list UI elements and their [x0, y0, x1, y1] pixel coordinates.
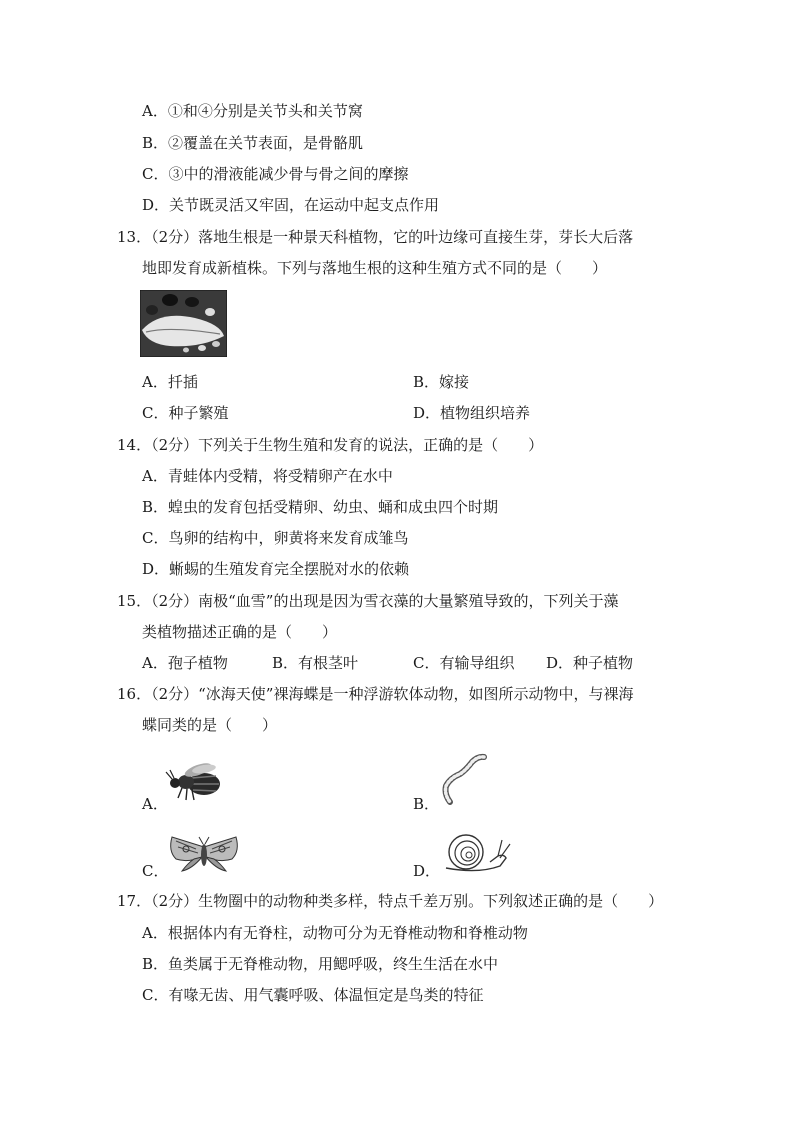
q16-option-b-label: B． — [413, 795, 440, 813]
q13-option-a — [142, 372, 198, 392]
option-text: 根据体内有无脊柱，动物可分为无脊椎动物和脊椎动物 — [167, 924, 528, 942]
q13-option-b — [413, 372, 469, 392]
q15-option-b — [272, 653, 358, 673]
option-text: 孢子植物 — [167, 654, 228, 672]
option-text: 鸟卵的结构中，卵黄将来发育成雏鸟 — [168, 529, 409, 547]
q16-option-d-label: D． — [413, 862, 441, 880]
option-text: ③中的滑液能减少骨与骨之间的摩擦 — [168, 165, 409, 183]
option-label: B． — [272, 654, 299, 672]
q15-option-c — [413, 653, 515, 673]
q16-option-c-label: C． — [142, 862, 169, 880]
q15-option-a — [142, 653, 228, 673]
earthworm-icon — [438, 752, 490, 808]
option-label: D． — [413, 404, 441, 422]
option-label: C． — [142, 986, 169, 1004]
q12-option-c — [142, 164, 409, 184]
q15-stem-line2: 类植物描述正确的是（ ） — [142, 623, 338, 641]
q16-option-a-label: A． — [142, 795, 168, 813]
q12-option-a — [142, 101, 363, 121]
option-text: 扦插 — [167, 373, 198, 391]
option-label: B． — [142, 955, 169, 973]
q14-option-d — [142, 559, 409, 579]
option-label: B． — [413, 373, 440, 391]
q14-option-a — [142, 466, 393, 486]
option-label: A． — [142, 467, 168, 485]
q15-stem-line1: 15．（2分）南极“血雪”的出现是因为雪衣藻的大量繁殖导致的，下列关于藻 — [117, 592, 619, 610]
q13-stem-line1: 13．（2分）落地生根是一种景天科植物，它的叶边缘可直接生芽，芽长大后落 — [117, 228, 634, 246]
option-text: 有喙无齿、用气囊呼吸、体温恒定是鸟类的特征 — [168, 986, 484, 1004]
option-text: ②覆盖在关节表面，是骨骼肌 — [168, 134, 364, 152]
option-label: B． — [142, 498, 169, 516]
q16-stem-line1: 16．（2分）“冰海天使”裸海蝶是一种浮游软体动物，如图所示动物中，与裸海 — [117, 685, 634, 703]
option-text: ①和④分别是关节头和关节窝 — [167, 102, 363, 120]
q12-option-b — [142, 133, 363, 153]
option-label: A． — [142, 373, 168, 391]
q13-option-d — [413, 403, 530, 423]
option-label: A． — [142, 102, 168, 120]
q15-option-d — [546, 653, 633, 673]
option-text: 青蛙体内受精，将受精卵产在水中 — [167, 467, 393, 485]
q12-option-d — [142, 195, 439, 215]
moth-icon — [166, 833, 242, 875]
q17-option-c — [142, 985, 484, 1005]
option-label: C． — [142, 404, 169, 422]
option-text: 有输导组织 — [439, 654, 515, 672]
q13-stem-line2: 地即发育成新植株。下列与落地生根的这种生殖方式不同的是（ ） — [142, 259, 608, 277]
q17-option-b — [142, 954, 498, 974]
option-label: A． — [142, 924, 168, 942]
option-text: 植物组织培养 — [440, 404, 531, 422]
q14-stem-line1: 14．（2分）下列关于生物生殖和发育的说法，正确的是（ ） — [117, 436, 544, 454]
snail-icon — [438, 830, 514, 876]
q16-stem-line2: 蝶同类的是（ ） — [142, 716, 278, 734]
option-text: 嫁接 — [439, 373, 470, 391]
option-label: B． — [142, 134, 169, 152]
option-label: A． — [142, 654, 168, 672]
q14-option-c — [142, 528, 409, 548]
option-text: 蝗虫的发育包括受精卵、幼虫、蛹和成虫四个时期 — [168, 498, 499, 516]
option-text: 蜥蜴的生殖发育完全摆脱对水的依赖 — [169, 560, 410, 578]
option-label: D． — [546, 654, 574, 672]
q17-option-a — [142, 923, 528, 943]
q14-option-b — [142, 497, 498, 517]
option-text: 种子繁殖 — [168, 404, 229, 422]
option-label: C． — [413, 654, 440, 672]
option-text: 关节既灵活又牢固，在运动中起支点作用 — [169, 196, 440, 214]
option-text: 种子植物 — [573, 654, 634, 672]
q13-option-c — [142, 403, 229, 423]
option-text: 鱼类属于无脊椎动物，用鳃呼吸，终生生活在水中 — [168, 955, 499, 973]
option-label: D． — [142, 560, 170, 578]
q17-stem-line1: 17．（2分）生物圈中的动物种类多样，特点千差万别。下列叙述正确的是（ ） — [117, 892, 664, 910]
option-label: C． — [142, 529, 169, 547]
leaf-plantlet-photo — [140, 290, 227, 357]
bee-icon — [164, 760, 226, 802]
option-label: D． — [142, 196, 170, 214]
option-text: 有根茎叶 — [298, 654, 359, 672]
option-label: C． — [142, 165, 169, 183]
